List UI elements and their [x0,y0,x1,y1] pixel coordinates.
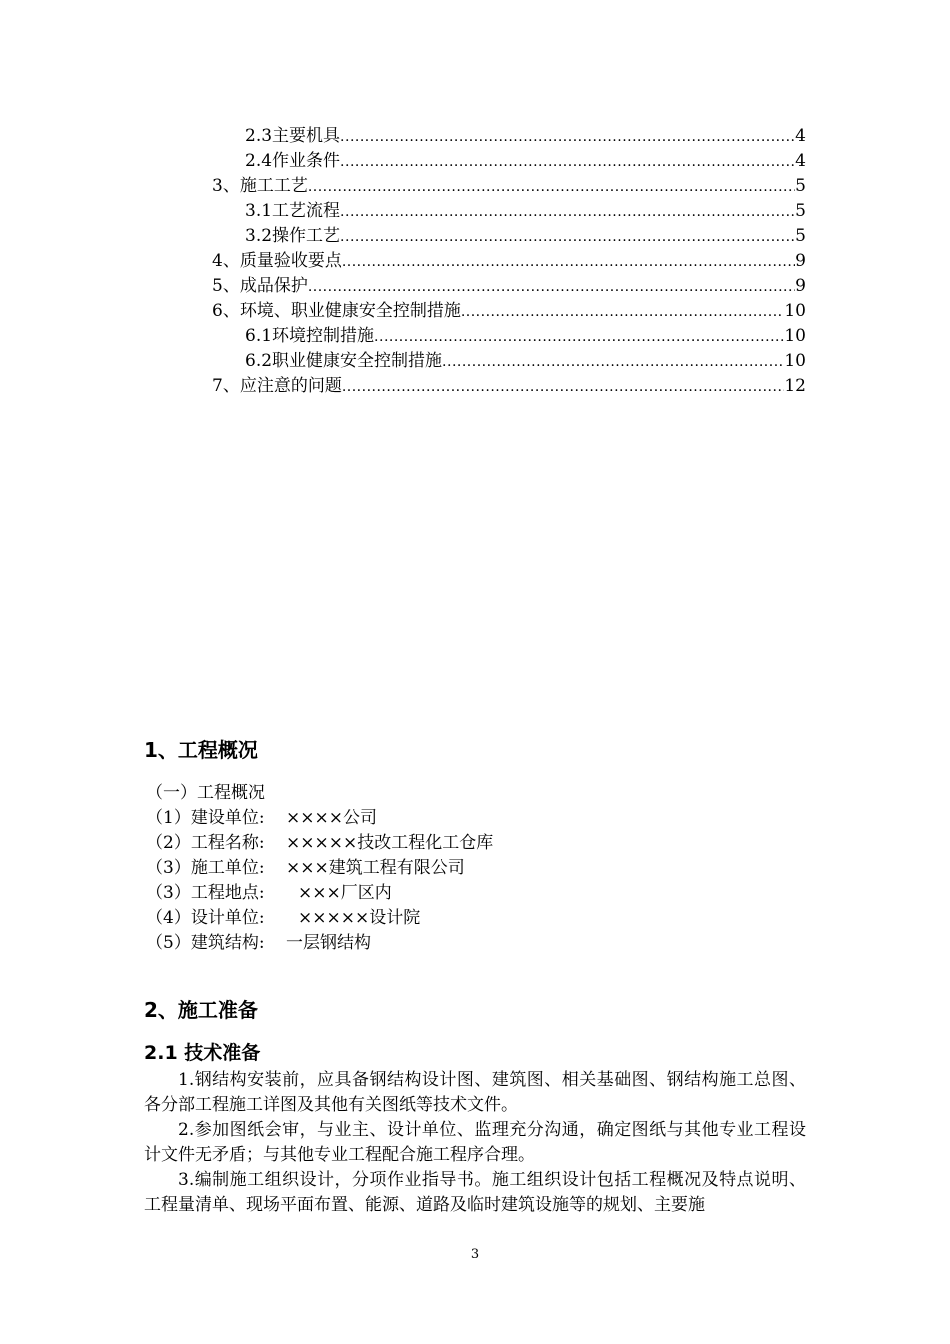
toc-entry-page: 5 [795,226,806,246]
toc-entry-label: 施工工艺 [239,176,308,196]
toc-entry-page: 4 [795,151,806,171]
toc-entry[interactable] [245,349,806,374]
section-heading-1: 1、工程概况 [144,738,258,762]
toc-entry-number: 6、 [212,301,240,321]
section-heading-2: 2、施工准备 [144,998,258,1022]
toc-entry-number: 2.4 [245,151,273,171]
paragraph: 1.钢结构安装前，应具备钢结构设计图、建筑图、相关基础图、钢结构施工总图、各分部工程施工详图及其他有关图纸等技术文件。 [144,1070,806,1115]
toc-entry-page: 10 [784,301,806,321]
info-value: ×××××技改工程化工仓库 [286,833,494,853]
toc-entry[interactable] [212,249,806,274]
toc-entry-label: 环境控制措施 [272,326,375,346]
toc-entry-number: 7、 [212,376,240,396]
toc-dot-leader [308,275,795,300]
toc-entry[interactable] [245,149,806,174]
toc-entry-label: 主要机具 [272,126,341,146]
info-row [146,906,420,931]
info-row [146,831,493,856]
toc-dot-leader [374,325,784,350]
toc-entry-label: 操作工艺 [272,226,341,246]
info-label: （2）工程名称: [146,833,265,853]
toc-entry-page: 4 [795,126,806,146]
info-value: 一层钢结构 [286,933,371,953]
info-label: （3）施工单位: [146,858,265,878]
paragraph: 2.参加图纸会审，与业主、设计单位、监理充分沟通，确定图纸与其他专业工程设计文件无矛盾；与其他专业工程配合施工程序合理。 [144,1120,806,1165]
toc-entry[interactable] [212,174,806,199]
toc-entry-label: 应注意的问题 [239,376,342,396]
toc-dot-leader [340,150,795,175]
info-label: （5）建筑结构: [146,933,265,953]
toc-dot-leader [342,375,785,400]
toc-entry-number: 5、 [212,276,240,296]
toc-entry-label: 职业健康安全控制措施 [272,351,443,371]
toc-entry-number: 3.1 [245,201,273,221]
info-value: ×××建筑工程有限公司 [286,858,465,878]
info-label: （3）工程地点: [146,883,265,903]
toc-dot-leader [340,125,795,150]
subheading-overview: （一）工程概况 [146,783,265,803]
toc-entry-label: 成品保护 [239,276,308,296]
toc-entry[interactable] [212,274,806,299]
toc-entry-label: 作业条件 [272,151,341,171]
info-row [146,931,371,956]
toc-entry-label: 工艺流程 [272,201,341,221]
toc-entry-number: 6.1 [245,326,273,346]
toc-entry-page: 12 [784,376,806,396]
toc-dot-leader [342,250,795,275]
toc-dot-leader [461,300,785,325]
toc-entry-number: 3、 [212,176,240,196]
toc-entry-page: 9 [795,276,806,296]
toc-entry-number: 2.3 [245,126,273,146]
toc-dot-leader [340,225,795,250]
toc-entry[interactable] [212,299,806,324]
paragraph: 3.编制施工组织设计，分项作业指导书。施工组织设计包括工程概况及特点说明、工程量清单、现场平面布置、能源、道路及临时建筑设施等的规划、主要施 [144,1170,806,1215]
info-row [146,806,377,831]
info-label: （4）设计单位: [146,908,265,928]
toc-entry[interactable] [245,224,806,249]
toc-entry-page: 9 [795,251,806,271]
toc-entry-page: 5 [795,201,806,221]
toc-dot-leader [308,175,795,200]
toc-entry-number: 4、 [212,251,240,271]
info-row [146,856,465,881]
toc-entry-page: 10 [784,351,806,371]
info-value: ××××公司 [286,808,377,828]
toc-entry-page: 10 [784,326,806,346]
toc-entry[interactable] [212,374,806,399]
toc-entry-label: 质量验收要点 [239,251,342,271]
subsection-heading-2-1: 2.1 技术准备 [144,1042,261,1064]
toc-dot-leader [340,200,795,225]
toc-entry-page: 5 [795,176,806,196]
info-value: ×××××设计院 [298,908,421,928]
info-label: （1）建设单位: [146,808,265,828]
info-row [146,881,392,906]
toc-entry[interactable] [245,124,806,149]
toc-entry-number: 3.2 [245,226,273,246]
toc-entry[interactable] [245,199,806,224]
toc-entry[interactable] [245,324,806,349]
info-value: ×××厂区内 [298,883,392,903]
toc-entry-label: 环境、职业健康安全控制措施 [239,301,461,321]
page-number: 3 [470,1247,480,1262]
toc-dot-leader [442,350,784,375]
toc-entry-number: 6.2 [245,351,273,371]
